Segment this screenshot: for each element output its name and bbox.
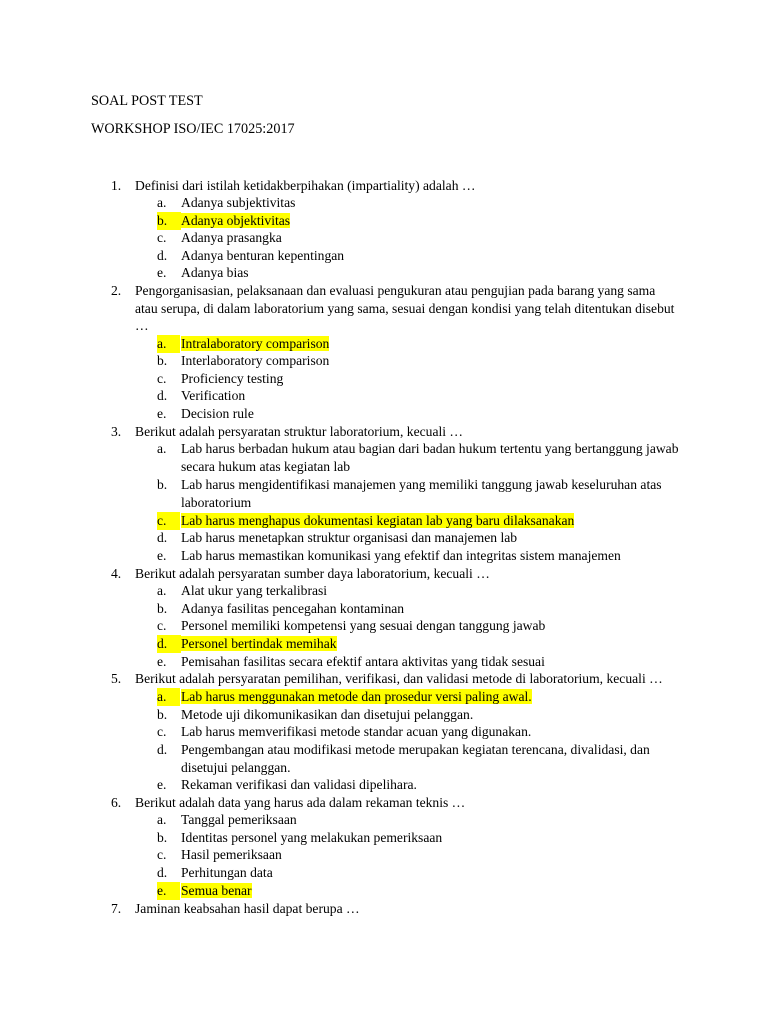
option-text: Proficiency testing bbox=[181, 371, 284, 386]
option-letter: b. bbox=[157, 707, 168, 722]
question-6-option-a bbox=[157, 811, 681, 829]
option-text: Lab harus menghapus dokumentasi kegiatan lab yang baru dilaksanakan bbox=[181, 513, 575, 528]
question-text: Berikut adalah persyaratan pemilihan, verifikasi, dan validasi metode di laboratorium, kecuali … bbox=[135, 671, 663, 686]
question-number: 2. bbox=[111, 283, 122, 298]
option-letter: e. bbox=[157, 265, 167, 280]
option-letter: a. bbox=[157, 812, 167, 827]
option-letter: b. bbox=[157, 830, 168, 845]
option-text: Lab harus menetapkan struktur organisasi dan manajemen lab bbox=[181, 530, 518, 545]
question-2-option-b bbox=[157, 352, 681, 370]
option-letter: a. bbox=[157, 335, 180, 353]
question-2-option-a-highlighted bbox=[157, 335, 681, 353]
question-5-option-b bbox=[157, 706, 681, 724]
question-6-option-e-highlighted bbox=[157, 882, 681, 900]
question-4-option-e bbox=[157, 653, 681, 671]
question-number: 4. bbox=[111, 566, 122, 581]
question-1-option-b-highlighted bbox=[157, 212, 681, 230]
question-text: Pengorganisasian, pelaksanaan dan evaluasi pengukuran atau pengujian pada barang yang sama atau serupa, di dalam laboratorium yang sama, sesuai dengan kondisi yang telah ditentukan disebut … bbox=[135, 283, 675, 333]
option-text: Lab harus memastikan komunikasi yang efektif dan integritas sistem manajemen bbox=[181, 548, 621, 563]
option-text: Hasil pemeriksaan bbox=[181, 847, 282, 862]
question-5-option-d bbox=[157, 741, 681, 776]
question-1-option-c bbox=[157, 229, 681, 247]
option-text: Adanya objektivitas bbox=[181, 213, 291, 228]
question-6-option-c bbox=[157, 846, 681, 864]
option-letter: d. bbox=[157, 248, 168, 263]
option-text: Pengembangan atau modifikasi metode merupakan kegiatan terencana, divalidasi, dan disetujui pelanggan. bbox=[181, 742, 650, 775]
option-text: Decision rule bbox=[181, 406, 254, 421]
question-6-option-d bbox=[157, 864, 681, 882]
option-letter: d. bbox=[157, 530, 168, 545]
question-3 bbox=[111, 423, 675, 441]
option-letter: b. bbox=[157, 212, 181, 230]
question-1-option-d bbox=[157, 247, 681, 265]
option-text: Lab harus menggunakan metode dan prosedur versi paling awal. bbox=[181, 689, 532, 704]
option-text: Adanya benturan kepentingan bbox=[181, 248, 345, 263]
question-number: 7. bbox=[111, 901, 122, 916]
option-text: Adanya subjektivitas bbox=[181, 195, 296, 210]
question-2-option-c bbox=[157, 370, 681, 388]
option-text: Intralaboratory comparison bbox=[181, 336, 330, 351]
option-text: Rekaman verifikasi dan validasi dipelihara. bbox=[181, 777, 417, 792]
option-letter: d. bbox=[157, 865, 168, 880]
question-2-option-d bbox=[157, 387, 681, 405]
question-6 bbox=[111, 794, 675, 812]
question-3-option-a bbox=[157, 440, 681, 475]
question-5-option-c bbox=[157, 723, 681, 741]
question-text: Berikut adalah persyaratan sumber daya laboratorium, kecuali … bbox=[135, 566, 490, 581]
option-letter: a. bbox=[157, 583, 167, 598]
option-letter: b. bbox=[157, 477, 168, 492]
option-letter: c. bbox=[157, 371, 167, 386]
question-1 bbox=[111, 177, 675, 195]
question-4-option-b bbox=[157, 600, 681, 618]
option-letter: e. bbox=[157, 654, 167, 669]
option-text: Adanya prasangka bbox=[181, 230, 282, 245]
option-letter: a. bbox=[157, 195, 167, 210]
option-text: Adanya fasilitas pencegahan kontaminan bbox=[181, 601, 405, 616]
option-text: Semua benar bbox=[181, 883, 252, 898]
question-1-option-e bbox=[157, 264, 681, 282]
option-text: Personel bertindak memihak bbox=[181, 636, 337, 651]
option-text: Alat ukur yang terkalibrasi bbox=[181, 583, 328, 598]
option-text: Pemisahan fasilitas secara efektif antara aktivitas yang tidak sesuai bbox=[181, 654, 545, 669]
option-letter: a. bbox=[157, 688, 180, 706]
option-letter: e. bbox=[157, 548, 167, 563]
option-letter: e. bbox=[157, 882, 180, 900]
question-text: Jaminan keabsahan hasil dapat berupa … bbox=[135, 901, 360, 916]
option-text: Adanya bias bbox=[181, 265, 249, 280]
option-letter: c. bbox=[157, 512, 180, 530]
question-4-option-a bbox=[157, 582, 681, 600]
option-letter: a. bbox=[157, 441, 167, 456]
question-text: Berikut adalah data yang harus ada dalam rekaman teknis … bbox=[135, 795, 466, 810]
option-letter: b. bbox=[157, 601, 168, 616]
question-3-option-e bbox=[157, 547, 681, 565]
option-letter: e. bbox=[157, 777, 167, 792]
question-1-option-a bbox=[157, 194, 681, 212]
question-5 bbox=[111, 670, 675, 688]
option-text: Tanggal pemeriksaan bbox=[181, 812, 297, 827]
question-2 bbox=[111, 282, 675, 335]
document-title: SOAL POST TEST bbox=[91, 93, 203, 109]
question-5-option-e bbox=[157, 776, 681, 794]
option-text: Metode uji dikomunikasikan dan disetujui pelanggan. bbox=[181, 707, 474, 722]
option-text: Lab harus mengidentifikasi manajemen yang memiliki tanggung jawab keseluruhan atas laboratorium bbox=[181, 477, 662, 510]
question-number: 6. bbox=[111, 795, 122, 810]
option-letter: c. bbox=[157, 724, 167, 739]
question-text: Berikut adalah persyaratan struktur laboratorium, kecuali … bbox=[135, 424, 464, 439]
option-text: Personel memiliki kompetensi yang sesuai dengan tanggung jawab bbox=[181, 618, 546, 633]
option-letter: d. bbox=[157, 635, 181, 653]
option-letter: c. bbox=[157, 847, 167, 862]
question-text: Definisi dari istilah ketidakberpihakan (impartiality) adalah … bbox=[135, 178, 476, 193]
question-7 bbox=[111, 900, 675, 918]
question-5-option-a-highlighted bbox=[157, 688, 681, 706]
option-text: Perhitungan data bbox=[181, 865, 273, 880]
option-letter: d. bbox=[157, 742, 168, 757]
question-number: 5. bbox=[111, 671, 122, 686]
option-text: Interlaboratory comparison bbox=[181, 353, 330, 368]
option-letter: c. bbox=[157, 230, 167, 245]
question-6-option-b bbox=[157, 829, 681, 847]
option-text: Verification bbox=[181, 388, 246, 403]
option-text: Lab harus berbadan hukum atau bagian dari badan hukum tertentu yang bertanggung jawab secara hukum atas kegiatan lab bbox=[181, 441, 679, 474]
option-letter: b. bbox=[157, 353, 168, 368]
question-3-option-d bbox=[157, 529, 681, 547]
question-3-option-c-highlighted bbox=[157, 512, 681, 530]
question-3-option-b bbox=[157, 476, 681, 511]
option-letter: d. bbox=[157, 388, 168, 403]
option-text: Identitas personel yang melakukan pemeriksaan bbox=[181, 830, 443, 845]
question-2-option-e bbox=[157, 405, 681, 423]
option-text: Lab harus memverifikasi metode standar acuan yang digunakan. bbox=[181, 724, 532, 739]
question-4-option-c bbox=[157, 617, 681, 635]
question-number: 1. bbox=[111, 178, 122, 193]
option-letter: c. bbox=[157, 618, 167, 633]
question-4-option-d-highlighted bbox=[157, 635, 681, 653]
document-subtitle: WORKSHOP ISO/IEC 17025:2017 bbox=[91, 121, 295, 137]
option-letter: e. bbox=[157, 406, 167, 421]
question-number: 3. bbox=[111, 424, 122, 439]
question-4 bbox=[111, 565, 675, 583]
